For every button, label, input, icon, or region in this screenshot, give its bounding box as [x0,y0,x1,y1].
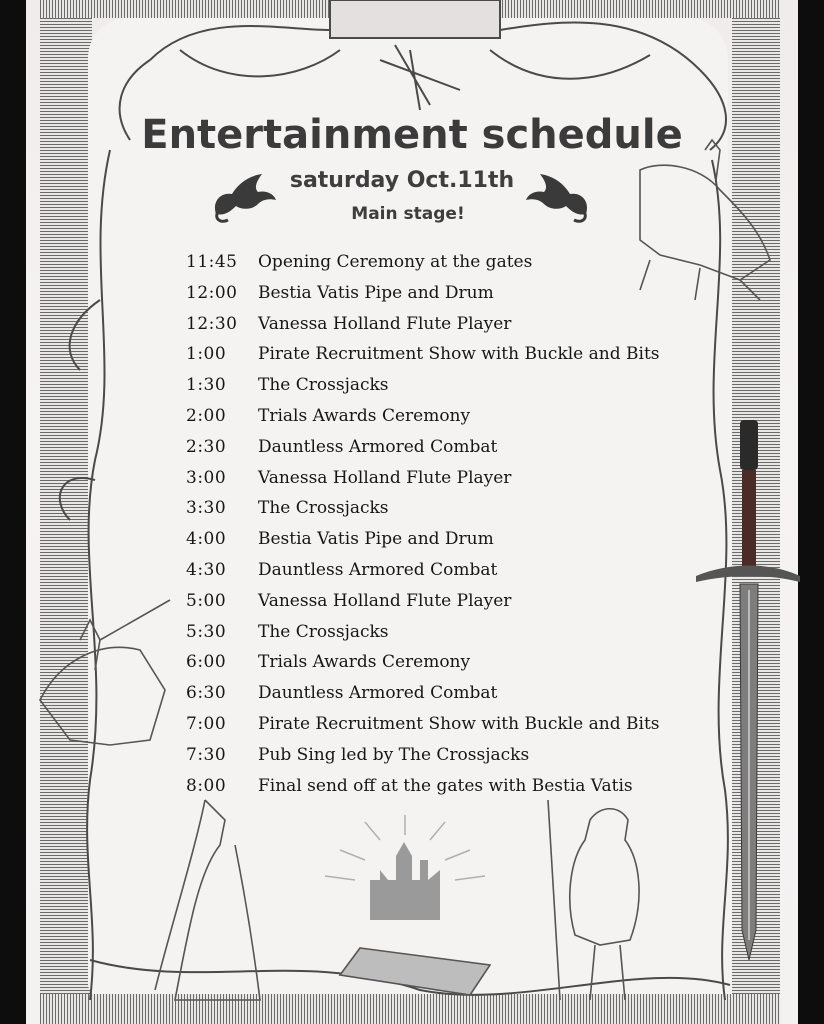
schedule-row [186,683,706,709]
schedule-row [186,344,706,370]
schedule-act: Dauntless Armored Combat [258,560,498,580]
schedule-time: 1:30 [186,375,227,396]
schedule-act: Bestia Vatis Pipe and Drum [258,529,494,550]
schedule-time: 3:00 [186,467,227,488]
schedule-row [186,252,706,278]
schedule-time: 2:00 [186,406,227,426]
schedule-row [186,375,706,401]
schedule-time: 12:30 [186,313,238,334]
schedule-act: Pub Sing led by The Crossjacks [258,744,530,765]
schedule-time: 8:00 [186,775,227,796]
schedule-time: 3:30 [186,498,227,519]
schedule-time: 4:30 [186,560,227,580]
schedule-time: 4:00 [186,529,227,550]
schedule-row [186,468,706,494]
schedule-act: Bestia Vatis Pipe and Drum [258,282,494,303]
schedule-time: 1:00 [186,344,227,365]
schedule-row [186,498,706,524]
schedule-act: Trials Awards Ceremony [258,652,471,673]
schedule-act: Pirate Recruitment Show with Buckle and Bits [258,714,660,734]
schedule-act: Trials Awards Ceremony [258,406,471,426]
schedule-act: The Crossjacks [258,498,389,519]
schedule-time: 7:00 [186,714,227,734]
schedule-time: 12:00 [186,282,238,303]
schedule-act: Pirate Recruitment Show with Buckle and Bits [258,344,660,365]
castle-icon [370,842,440,920]
schedule-time: 11:45 [186,252,238,272]
schedule-time: 5:00 [186,590,227,611]
schedule-act: Final send off at the gates with Bestia Vatis [258,775,633,796]
schedule-row [186,406,706,432]
schedule-row [186,437,706,463]
schedule-time: 6:00 [186,652,227,673]
schedule-row [186,622,706,648]
schedule-act: Dauntless Armored Combat [258,436,498,457]
venue-label: Main stage! [351,204,465,224]
page-title: Entertainment schedule [141,112,683,158]
schedule-act: Dauntless Armored Combat [258,683,498,704]
schedule-time: 6:30 [186,683,227,704]
schedule-row [186,714,706,740]
event-date: saturday Oct.11th [289,168,515,193]
schedule-row [186,745,706,771]
schedule-time: 7:30 [186,744,227,765]
schedule-row [186,776,706,802]
schedule-time: 2:30 [186,436,227,457]
schedule-row [186,652,706,678]
schedule-act: The Crossjacks [258,621,389,642]
schedule-time: 5:30 [186,621,227,642]
schedule-row [186,529,706,555]
sword-icon [696,420,800,960]
schedule-act: The Crossjacks [258,375,389,396]
schedule-act: Opening Ceremony at the gates [258,252,533,272]
schedule-row [186,283,706,309]
schedule-row [186,314,706,340]
schedule-act: Vanessa Holland Flute Player [258,467,512,488]
schedule-row [186,560,706,586]
schedule-row [186,591,706,617]
schedule-act: Vanessa Holland Flute Player [258,313,512,334]
schedule-act: Vanessa Holland Flute Player [258,590,512,611]
